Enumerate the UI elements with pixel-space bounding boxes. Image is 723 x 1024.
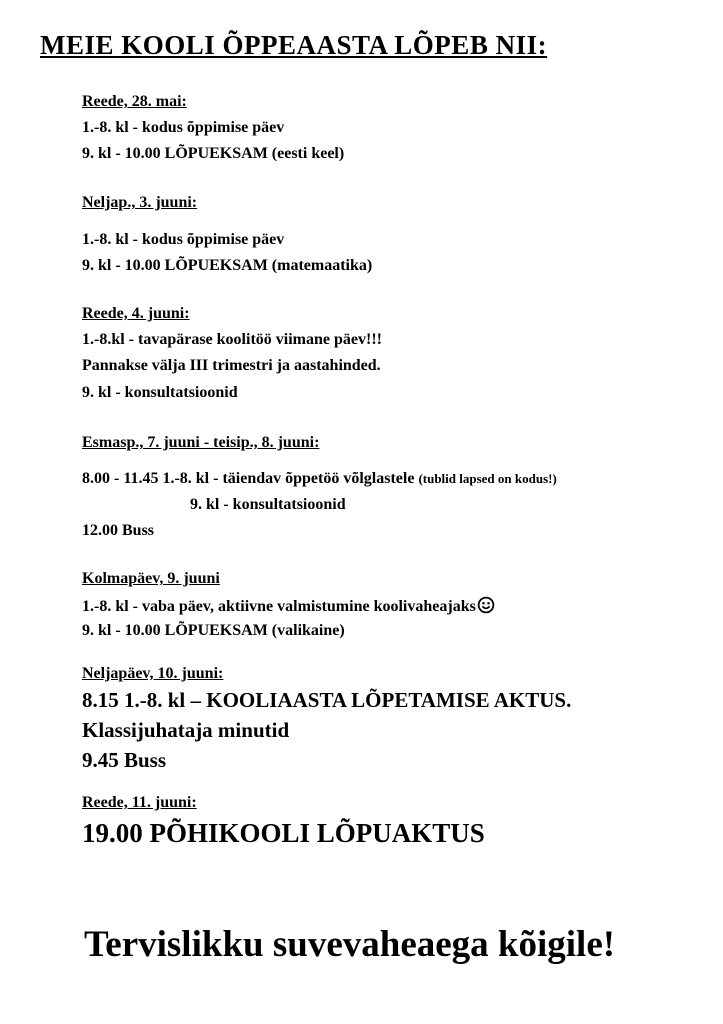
day-heading-june-3: Neljap., 3. juuni: [82,194,198,211]
schedule-line: 9. kl - konsultatsioonid [82,384,238,401]
schedule-note: (tublid lapsed on kodus!) [418,471,557,486]
schedule-line: 9. kl - 10.00 LÕPUEKSAM (eesti keel) [82,145,345,162]
schedule-line: 9. kl - 10.00 LÕPUEKSAM (valikaine) [82,622,345,639]
closing-message: Tervislikku suvevaheaega kõigile! [84,924,616,965]
schedule-line: 12.00 Buss [82,522,155,539]
schedule-line: 9. kl - 10.00 LÕPUEKSAM (matemaatika) [82,257,373,274]
schedule-line [82,596,495,616]
schedule-line: 9. kl - konsultatsioonid [190,496,346,513]
schedule-line: 1.-8.kl - tavapärase koolitöö viimane päev!!! [82,331,382,348]
schedule-line-large: Klassijuhataja minutid [82,718,290,742]
schedule-line: 1.-8. kl - kodus õppimise päev [82,119,285,136]
day-heading-june-7-8: Esmasp., 7. juuni - teisip., 8. juuni: [82,434,320,451]
day-heading-june-11: Reede, 11. juuni: [82,794,197,811]
day-heading-june-10: Neljapäev, 10. juuni: [82,665,224,682]
day-heading-june-4: Reede, 4. juuni: [82,305,190,322]
schedule-line-text: 1.-8. kl - vaba päev, aktiivne valmistumine koolivaheajaks [82,598,476,615]
schedule-line-large: 8.15 1.-8. kl – KOOLIAASTA LÕPETAMISE AKTUS. [82,688,572,712]
smiley-icon [477,596,495,614]
schedule-line: Pannakse välja III trimestri ja aastahinded. [82,357,381,374]
schedule-line-text: 8.00 - 11.45 1.-8. kl - täiendav õppetöö võlglastele [82,470,415,487]
schedule-line [82,470,557,488]
page-title: MEIE KOOLI ÕPPEAASTA LÕPEB NII: [40,30,548,60]
schedule-line: 1.-8. kl - kodus õppimise päev [82,231,285,248]
day-heading-june-9: Kolmapäev, 9. juuni [82,570,220,587]
schedule-line-large: 9.45 Buss [82,748,167,772]
day-heading-may-28: Reede, 28. mai: [82,93,187,110]
graduation-line: 19.00 PÕHIKOOLI LÕPUAKTUS [82,818,485,848]
